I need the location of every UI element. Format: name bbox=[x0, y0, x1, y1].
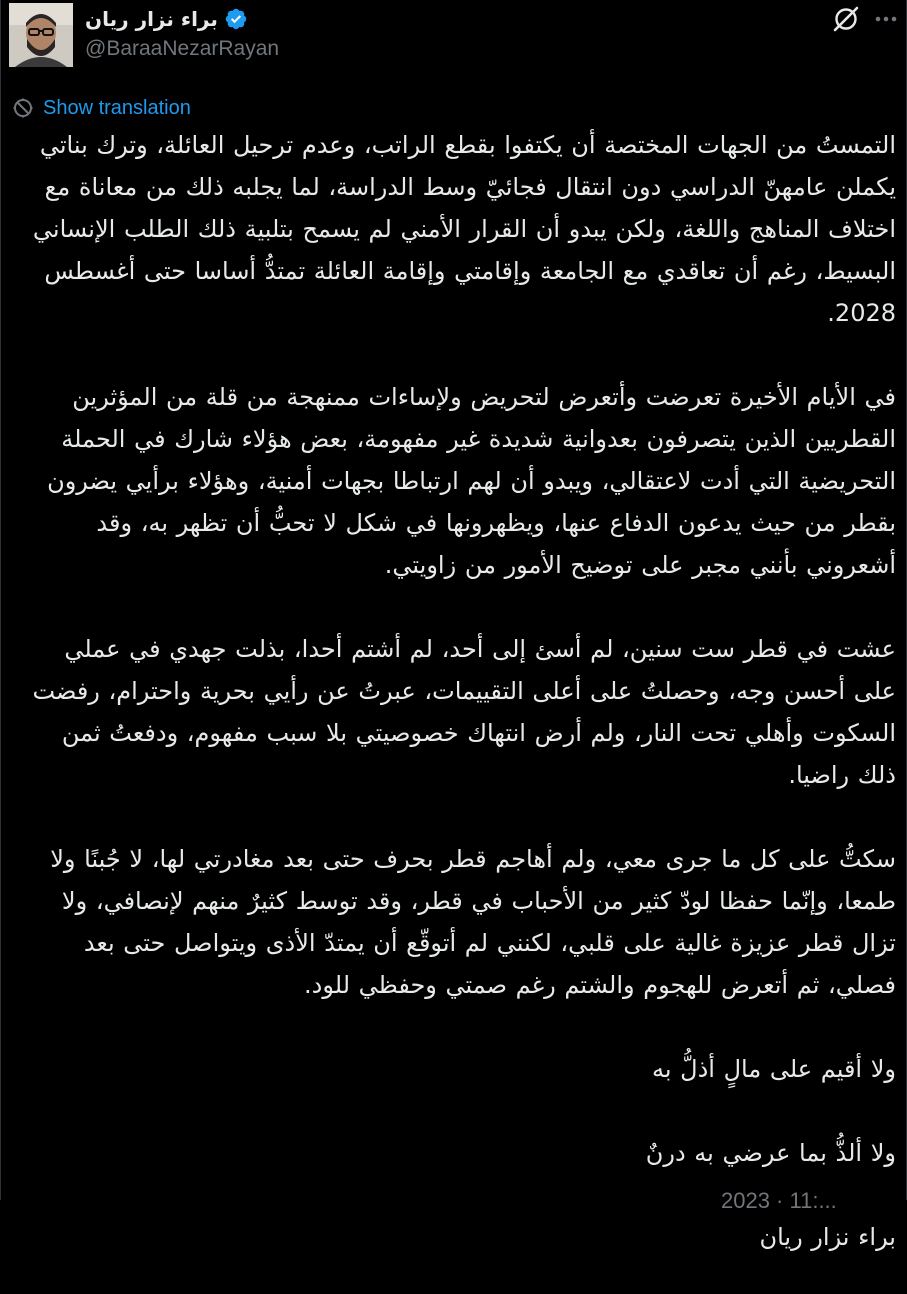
display-name[interactable]: براء نزار ريان bbox=[85, 7, 218, 31]
tweet-paragraph: ولا أقيم على مالٍ أذلُّ به bbox=[652, 1055, 896, 1083]
tweet-timestamp[interactable]: 2023 · 11:... bbox=[721, 1188, 837, 1213]
tweet-paragraph: في الأيام الأخيرة تعرضت وأتعرض لتحريض ولإساءات ممنهجة من قلة من المؤثرين القطريين الذين يتصرفون بعدوانية شديدة غير مفهومة، بعض هؤلاء شارك في الحملة التحريضية التي أدت لاعتقالي، ويبدو أن لهم ارتباطا بجهات أمنية، وهؤلاء برأيي يضرون بقطر من حيث يدعون الدفاع عنها، ويظهرونها في شكل لا تحبُّ أن تظهر به، وقد أشعروني بأنني مجبر على توضيح الأمور من زاويتي. bbox=[47, 383, 896, 579]
display-name-row[interactable] bbox=[85, 4, 279, 34]
tweet-header bbox=[1, 0, 906, 80]
tweet-paragraph: التمستُ من الجهات المختصة أن يكتفوا بقطع الراتب، وعدم ترحيل العائلة، وترك بناتي يكملن عامهنّ الدراسي دون انتقال فجائيّ وسط الدراسة، لما يجلبه ذلك من معاناة مع اختلاف المناهج واللغة، ولكن يبدو أن القرار الأمني لم يسمح بتلبية ذلك الطلب الإنساني البسيط، رغم أن تعاقدي مع الجامعة وإقامتي وإقامة العائلة تمتدُّ أساسا حتى أغسطس 2028. bbox=[32, 131, 896, 327]
author-handle[interactable]: @BaraaNezarRayan bbox=[85, 37, 280, 60]
show-translation-label[interactable]: Show translation bbox=[43, 96, 191, 119]
avatar-photo-icon bbox=[9, 3, 73, 67]
grok-icon[interactable] bbox=[831, 4, 861, 34]
tweet-text bbox=[19, 124, 896, 1294]
tweet-paragraph: سكتُّ على كل ما جرى معي، ولم أهاجم قطر بحرف حتى بعد مغادرتي لها، لا جُبنًا ولا طمعا، وإنّما حفظا لودّ كثير من الأحباب في قطر، وقد توسط كثيرٌ منهم لإنصافي، ولا تزال قطر عزيزة غالية على قلبي، لكنني لم أتوقّع أن يمتدّ الأذى ويتواصل حتى بعد فصلي، ثم أتعرض للهجوم والشتم رغم صمتي وحفظي للود. bbox=[50, 845, 896, 999]
tweet-signature: براء نزار ريان bbox=[759, 1223, 896, 1251]
show-translation-link[interactable] bbox=[11, 95, 191, 121]
verified-badge-icon bbox=[224, 7, 248, 31]
tweet-paragraph: عشت في قطر ست سنين، لم أسئ إلى أحد، لم أشتم أحدا، بذلت جهدي في عملي على أحسن وجه، وحصلتُ على أعلى التقييمات، عبرتُ عن رأيي بحرية واحترام، رفضت السكوت وأهلي تحت النار، ولم أرض انتهاك خصوصيتي بلا سبب مفهوم، ودفعتُ ثمن ذلك راضيا. bbox=[32, 635, 896, 789]
tweet-paragraph: ولا ألذُّ بما عرضي به درنٌ bbox=[645, 1139, 896, 1167]
avatar[interactable] bbox=[9, 3, 73, 67]
author-block bbox=[85, 4, 279, 61]
more-options-icon[interactable] bbox=[873, 6, 899, 32]
translate-icon bbox=[11, 96, 35, 120]
